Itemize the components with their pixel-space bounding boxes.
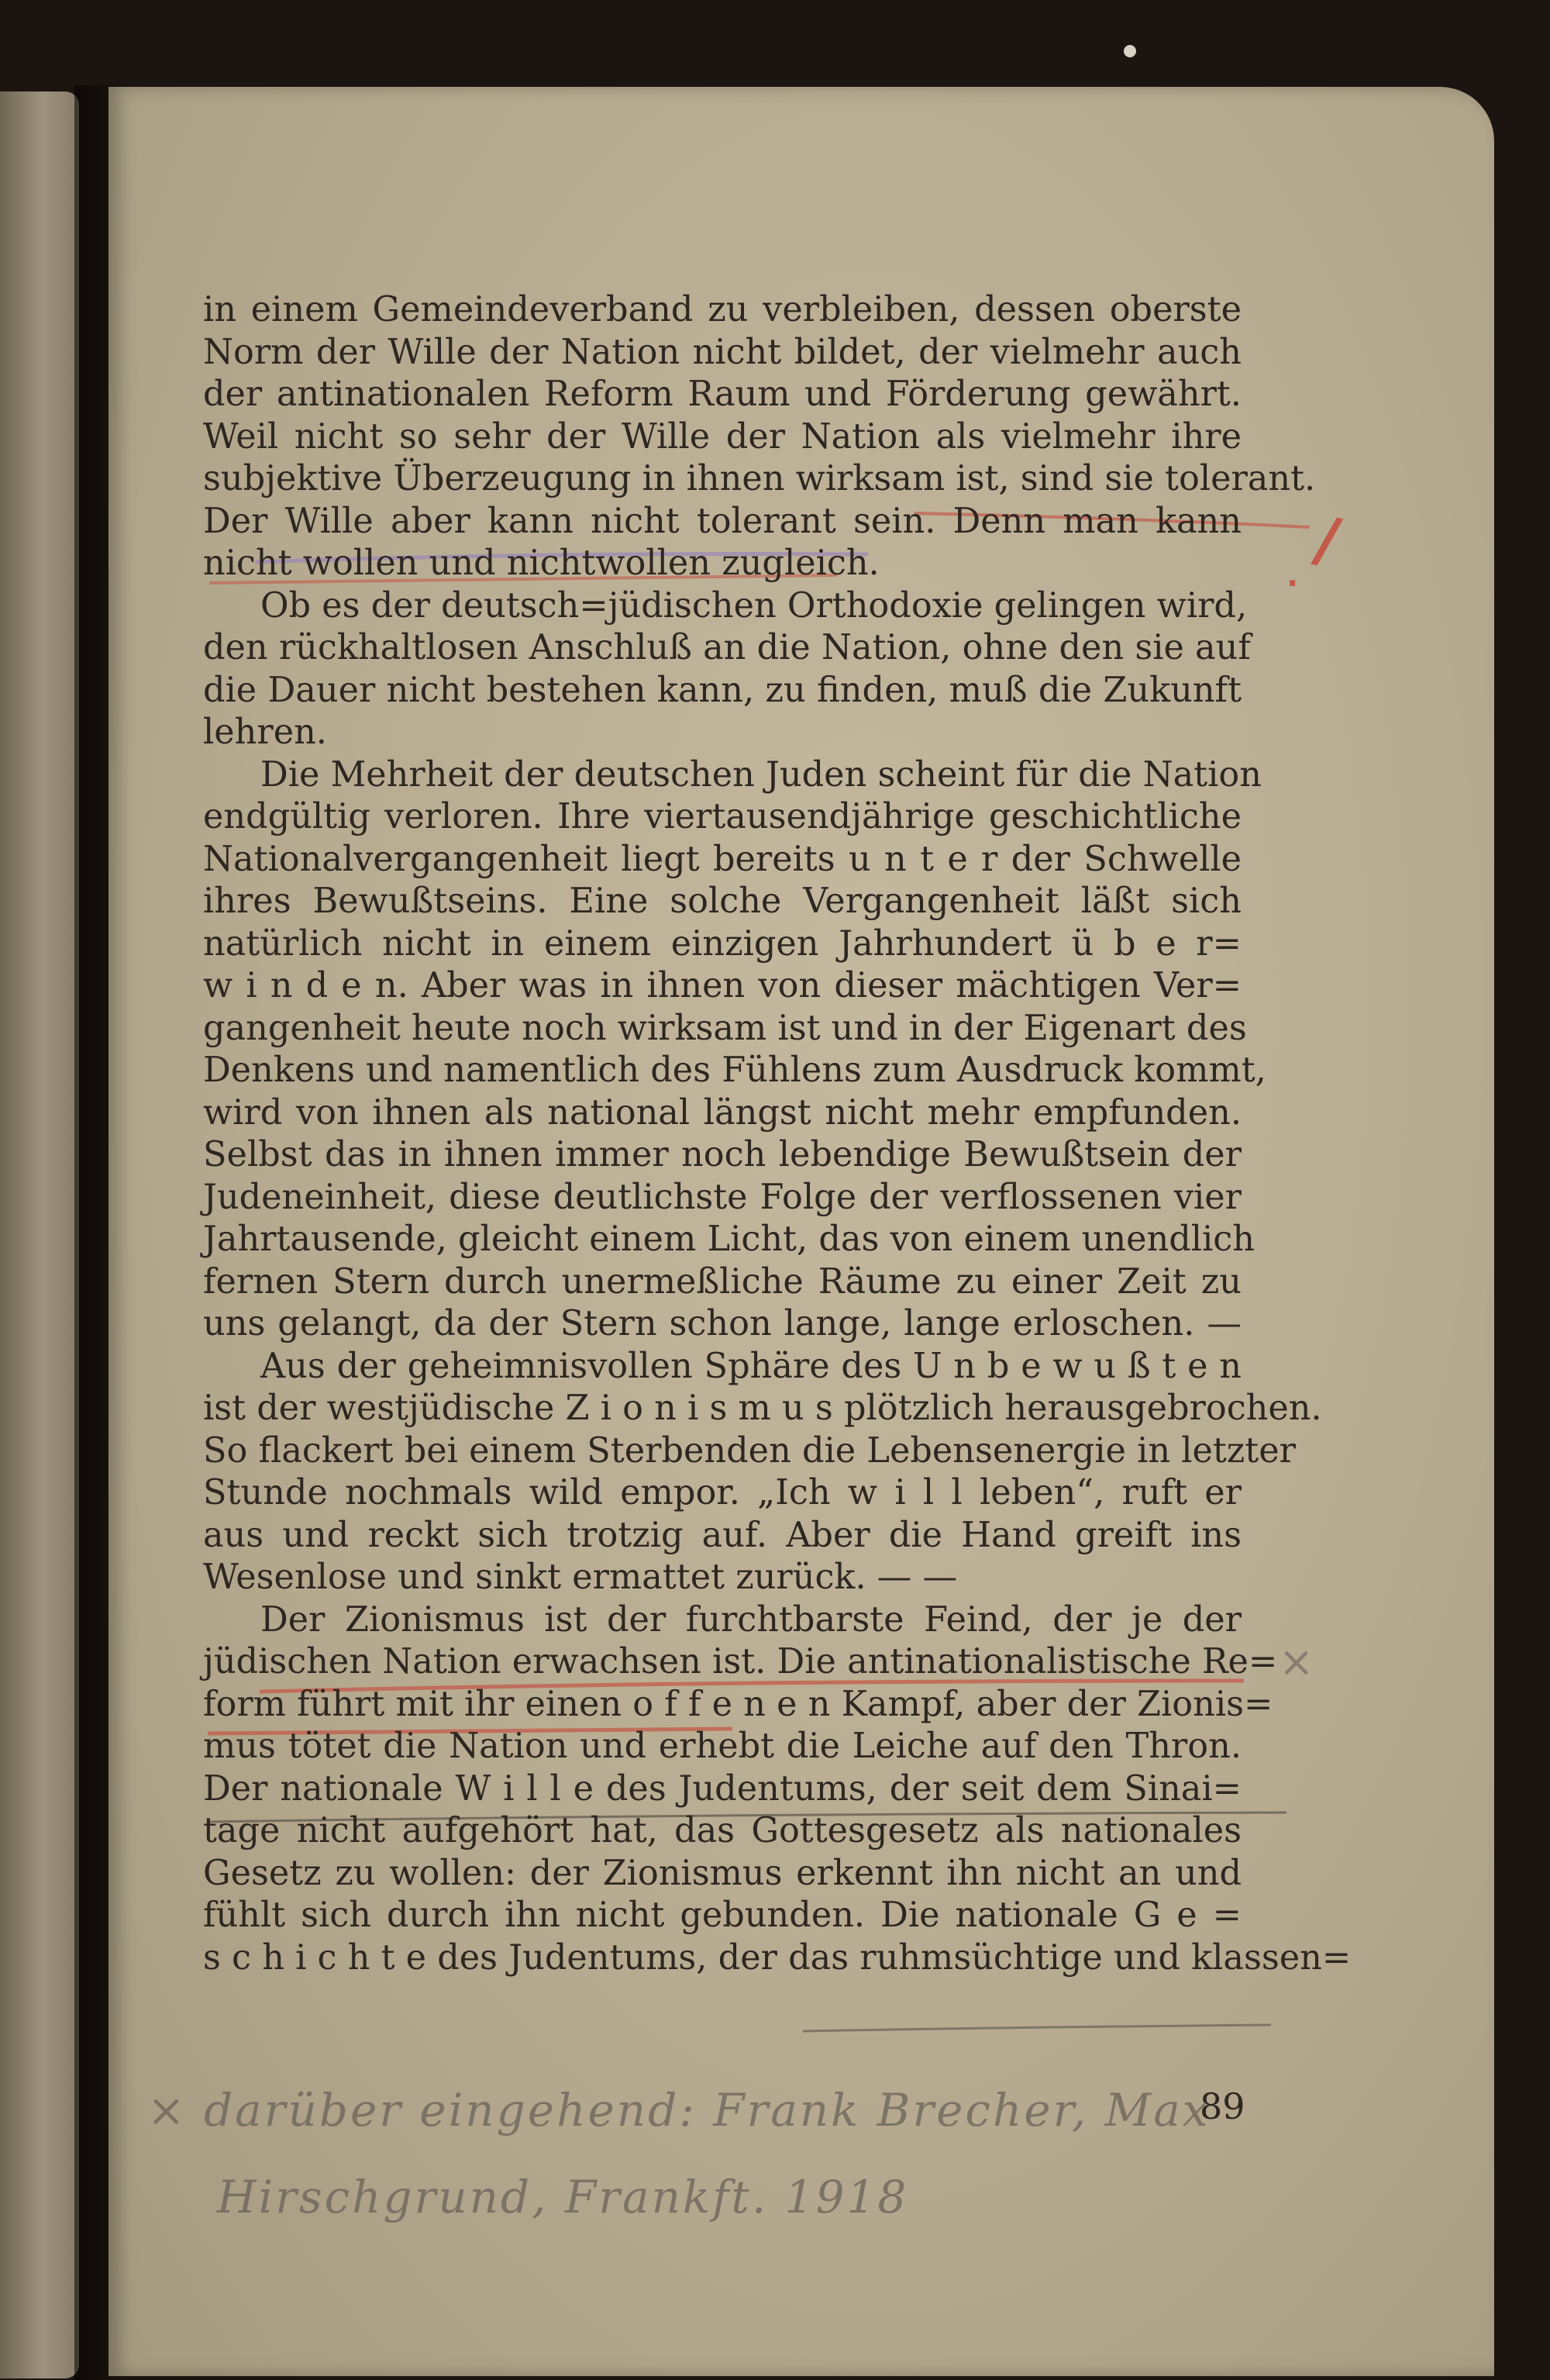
text-line: w i n d e n. Aber was in ihnen von dieser mächtigen Ver=	[203, 965, 1242, 1005]
text-line: ihres Bewußtseins. Eine solche Vergangenheit läßt sich	[203, 881, 1242, 921]
text-line: der antinationalen Reform Raum und Förderung gewährt.	[203, 374, 1242, 414]
text-line: Ob es der deutsch=jüdischen Orthodoxie gelingen wird,	[260, 585, 1248, 626]
text-line: Aus der geheimnisvollen Sphäre des U n b e w u ß t e n	[260, 1345, 1242, 1386]
margin-slash-mark: /	[1308, 502, 1346, 578]
text-line: ist der westjüdische Z i o n i s m u s plötzlich herausgebrochen.	[203, 1388, 1322, 1428]
text-line: Die Mehrheit der deutschen Juden scheint für die Nation	[260, 754, 1262, 795]
text-line: lehren.	[203, 712, 327, 752]
text-line: gangenheit heute noch wirksam ist und in der Eigenart des	[203, 1007, 1247, 1048]
text-line: die Dauer nicht bestehen kann, zu finden, muß die Zukunft	[203, 669, 1242, 710]
text-line: mus tötet die Nation und erhebt die Leiche auf den Thron.	[203, 1726, 1242, 1766]
text-line: natürlich nicht in einem einzigen Jahrhundert ü b e r=	[203, 923, 1242, 964]
text-line: fühlt sich durch ihn nicht gebunden. Die nationale G e =	[203, 1895, 1242, 1935]
text-line: wird von ihnen als national längst nicht mehr empfunden.	[203, 1092, 1242, 1133]
margin-tick-mark: ·	[1286, 566, 1299, 602]
text-line: s c h i c h t e des Judentums, der das ruhmsüchtige und klassen=	[203, 1937, 1352, 1978]
text-line: Stunde nochmals wild empor. „Ich w i l l leben“, ruft er	[203, 1472, 1242, 1513]
text-line: Selbst das in ihnen immer noch lebendige Bewußtsein der	[203, 1134, 1242, 1174]
text-line: den rückhaltlosen Anschluß an die Nation, ohne den sie auf	[203, 627, 1251, 667]
page-number: 89	[1200, 2085, 1245, 2127]
text-line: in einem Gemeindeverband zu verbleiben, dessen oberste	[203, 289, 1242, 329]
text-line: uns gelangt, da der Stern schon lange, lange erloschen. —	[203, 1303, 1242, 1343]
text-line: Der Zionismus ist der furchtbarste Feind, der je der	[260, 1599, 1242, 1640]
text-line: So flackert bei einem Sterbenden die Lebensenergie in letzter	[203, 1430, 1296, 1471]
text-line: fernen Stern durch unermeßliche Räume zu einer Zeit zu	[203, 1261, 1242, 1302]
text-line: Jahrtausende, gleicht einem Licht, das von einem unendlich	[203, 1219, 1255, 1259]
text-line: Weil nicht so sehr der Wille der Nation als vielmehr ihre	[203, 416, 1242, 457]
text-line: Norm der Wille der Nation nicht bildet, der vielmehr auch	[203, 331, 1242, 372]
text-line: Wesenlose und sinkt ermattet zurück. — —	[203, 1557, 958, 1597]
text-line: nicht wollen und nichtwollen zugleich.	[203, 543, 880, 583]
text-line: jüdischen Nation erwachsen ist. Die antinationalistische Re=	[203, 1641, 1278, 1682]
text-line: Denkens und namentlich des Fühlens zum Ausdruck kommt,	[203, 1050, 1266, 1090]
text-line: form führt mit ihr einen o f f e n e n Kampf, aber der Zionis=	[203, 1683, 1273, 1724]
handwritten-note-line-2: Hirschgrund, Frankft. 1918	[217, 2171, 909, 2223]
text-line: Gesetz zu wollen: der Zionismus erkennt ihn nicht an und	[203, 1852, 1242, 1893]
text-line: aus und reckt sich trotzig auf. Aber die Hand greift ins	[203, 1514, 1242, 1555]
text-line: subjektive Überzeugung in ihnen wirksam ist, sind sie tolerant.	[203, 458, 1316, 498]
margin-cross-mark: ×	[1279, 1637, 1314, 1686]
text-line: Der nationale W i l l e des Judentums, der seit dem Sinai=	[203, 1768, 1242, 1809]
left-page-edge	[0, 91, 79, 2378]
text-line: Judeneinheit, diese deutlichste Folge der verflossenen vier	[203, 1176, 1242, 1217]
handwritten-note-line-1: × darüber eingehend: Frank Brecher, Max	[147, 2084, 1211, 2137]
text-line: Der Wille aber kann nicht tolerant sein. Denn man kann	[203, 500, 1242, 541]
text-line: endgültig verloren. Ihre viertausendjährige geschichtliche	[203, 796, 1242, 836]
ink-dot	[1124, 45, 1136, 57]
text-line: Nationalvergangenheit liegt bereits u n t e r der Schwelle	[203, 838, 1242, 879]
text-line: tage nicht aufgehört hat, das Gottesgesetz als nationales	[203, 1810, 1242, 1851]
body-text	[203, 288, 1352, 1978]
